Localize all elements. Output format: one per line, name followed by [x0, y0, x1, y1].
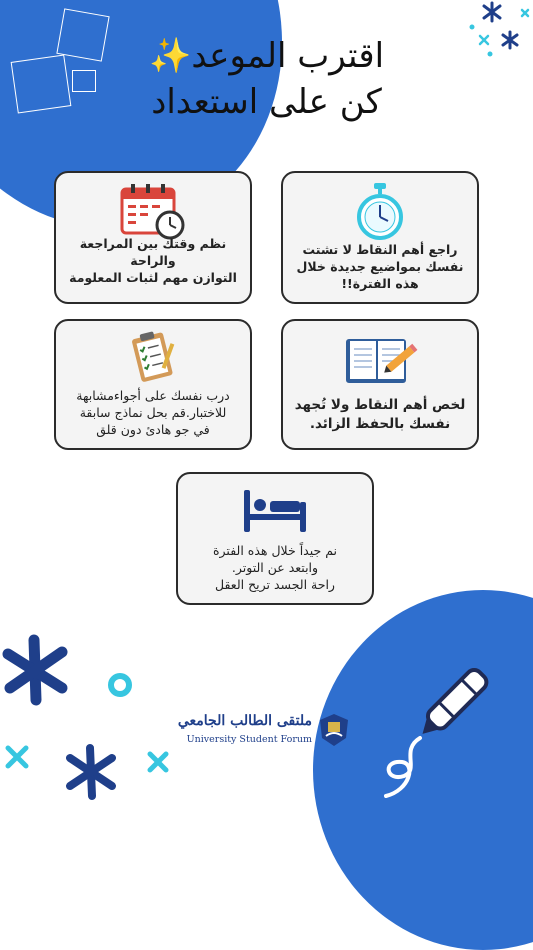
tip-text: درب نفسك على أجواءمشابهة للاختبار.قم بحل نماذج سابقة في جو هادئ دون قلق	[76, 388, 230, 437]
forum-logo	[177, 712, 352, 750]
tip-card-summarize	[281, 319, 479, 450]
page-title-line2: كن على استعداد	[151, 82, 382, 122]
tip-text: راجع أهم النقاط لا تشتت نفسك بمواضيع جديدة خلال هذه الفترة!!	[296, 242, 464, 291]
tip-text: لخص أهم النقاط ولا تُجهد نفسك بالحفظ الزائد.	[294, 397, 466, 432]
crayon-icon	[380, 650, 520, 800]
calendar-clock-icon	[116, 181, 190, 241]
clipboard-checklist-icon	[126, 329, 180, 383]
stars-bottom-left	[0, 630, 180, 800]
tip-card-balance	[54, 171, 252, 304]
tip-card-practice	[54, 319, 252, 450]
forum-emblem-icon	[316, 712, 352, 748]
forum-logo-english: University Student Forum	[186, 734, 312, 745]
tip-card-sleep	[176, 472, 374, 605]
tip-text: نظم وقتك بين المراجعة والراحة التوازن مهم لثبات المعلومة	[69, 236, 237, 285]
stopwatch-icon	[352, 181, 408, 241]
page-title-line1: اقترب الموعد✨	[148, 36, 385, 76]
bed-icon	[242, 488, 308, 534]
forum-logo-arabic: ملتقى الطالب الجامعي	[177, 713, 312, 729]
notebook-pencil-icon	[342, 331, 418, 387]
tip-card-review	[281, 171, 479, 304]
tip-text: نم جيداً خلال هذه الفترة وابتعد عن التوتر. راحة الجسد تريح العقل	[212, 543, 338, 592]
